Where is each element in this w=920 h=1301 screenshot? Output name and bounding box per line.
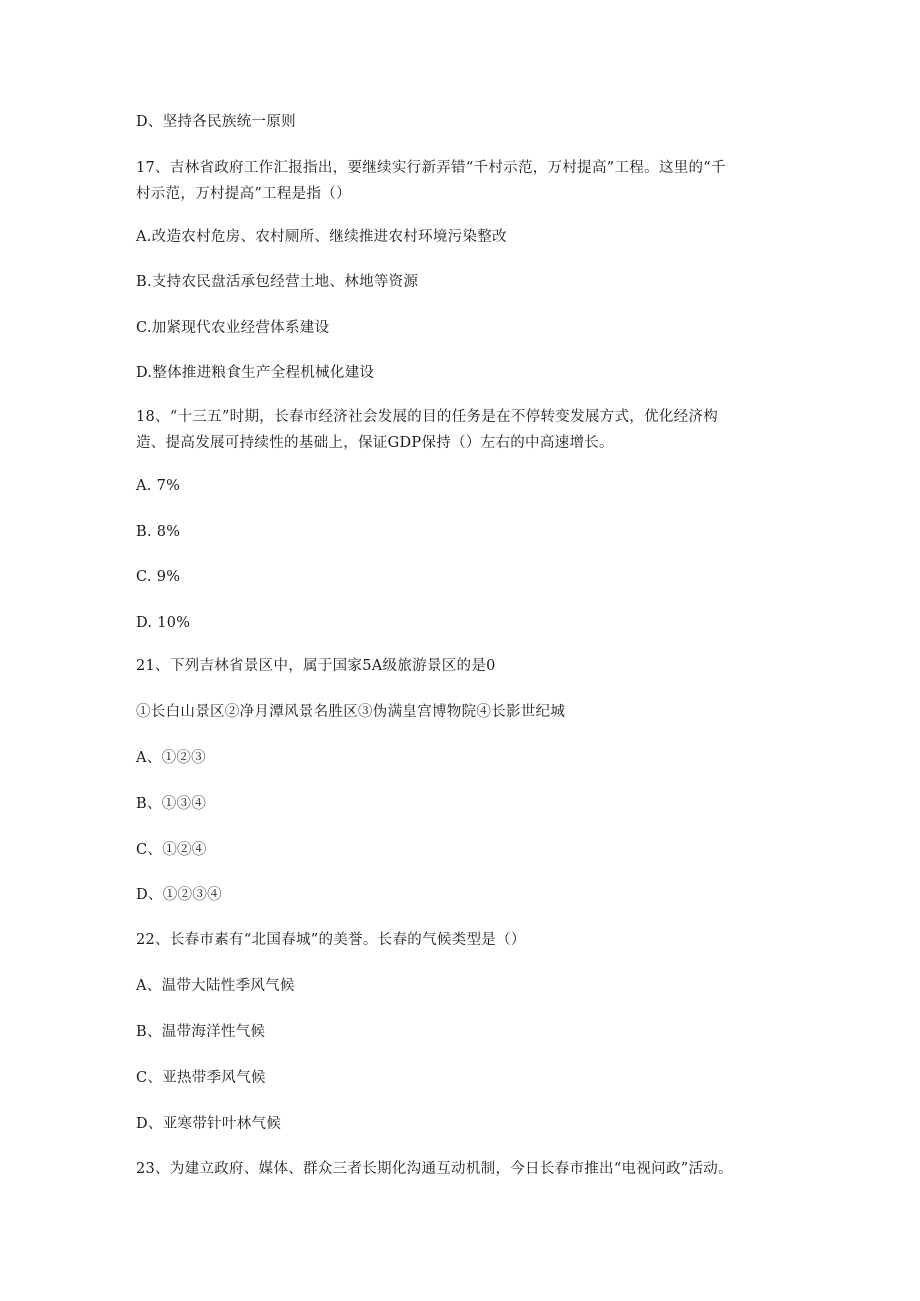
question-21-items: ①长白山景区②净月潭风景名胜区③伪满皇宫博物院④长影世纪城 bbox=[136, 704, 566, 720]
q17-option-a: A.改造农村危房、农村厕所、继续推进农村环境污染整改 bbox=[136, 229, 507, 245]
q22-option-d: D、亚寒带针叶林气候 bbox=[136, 1116, 282, 1132]
option-d-q16: D、坚持各民族统一原则 bbox=[136, 114, 296, 130]
q17-option-d: D.整体推进粮食生产全程机械化建设 bbox=[136, 365, 375, 381]
q18-option-b: B. 8% bbox=[136, 524, 181, 540]
q18-option-d: D. 10% bbox=[136, 615, 191, 631]
question-18-line-1: 18、“十三五”时期，长春市经济社会发展的目的任务是在不停转变发展方式，优化经济构 bbox=[136, 409, 719, 425]
question-18-line-2: 造、提高发展可持续性的基础上，保证GDP保持（）左右的中高速增长。 bbox=[136, 435, 614, 451]
question-17-line-2: 村示范，万村提高”工程是指（） bbox=[136, 186, 351, 202]
q22-option-a: A、温带大陆性季风气候 bbox=[136, 978, 295, 994]
question-22: 22、长春市素有“北国春城”的美誉。长春的气候类型是（） bbox=[136, 932, 526, 948]
question-21: 21、下列吉林省景区中，属于国家5A级旅游景区的是0 bbox=[136, 658, 496, 674]
q22-option-b: B、温带海洋性气候 bbox=[136, 1024, 266, 1040]
q21-option-d: D、①②③④ bbox=[136, 887, 222, 903]
question-17-line-1: 17、吉林省政府工作汇报指出，要继续实行新弄错“千村示范，万村提高”工程。这里的“千 bbox=[136, 160, 726, 176]
q21-option-a: A、①②③ bbox=[136, 750, 206, 766]
q21-option-c: C、①②④ bbox=[136, 842, 207, 858]
q18-option-c: C. 9% bbox=[136, 569, 181, 585]
question-23: 23、为建立政府、媒体、群众三者长期化沟通互动机制，今日长春市推出“电视问政”活动。 bbox=[136, 1161, 733, 1177]
q22-option-c: C、亚热带季风气候 bbox=[136, 1070, 266, 1086]
question-17 bbox=[136, 155, 776, 207]
q17-option-c: C.加紧现代农业经营体系建设 bbox=[136, 320, 330, 336]
q21-option-b: B、①③④ bbox=[136, 796, 207, 812]
question-18 bbox=[136, 404, 776, 456]
q18-option-a: A. 7% bbox=[136, 478, 181, 494]
q17-option-b: B.支持农民盘活承包经营土地、林地等资源 bbox=[136, 274, 419, 290]
